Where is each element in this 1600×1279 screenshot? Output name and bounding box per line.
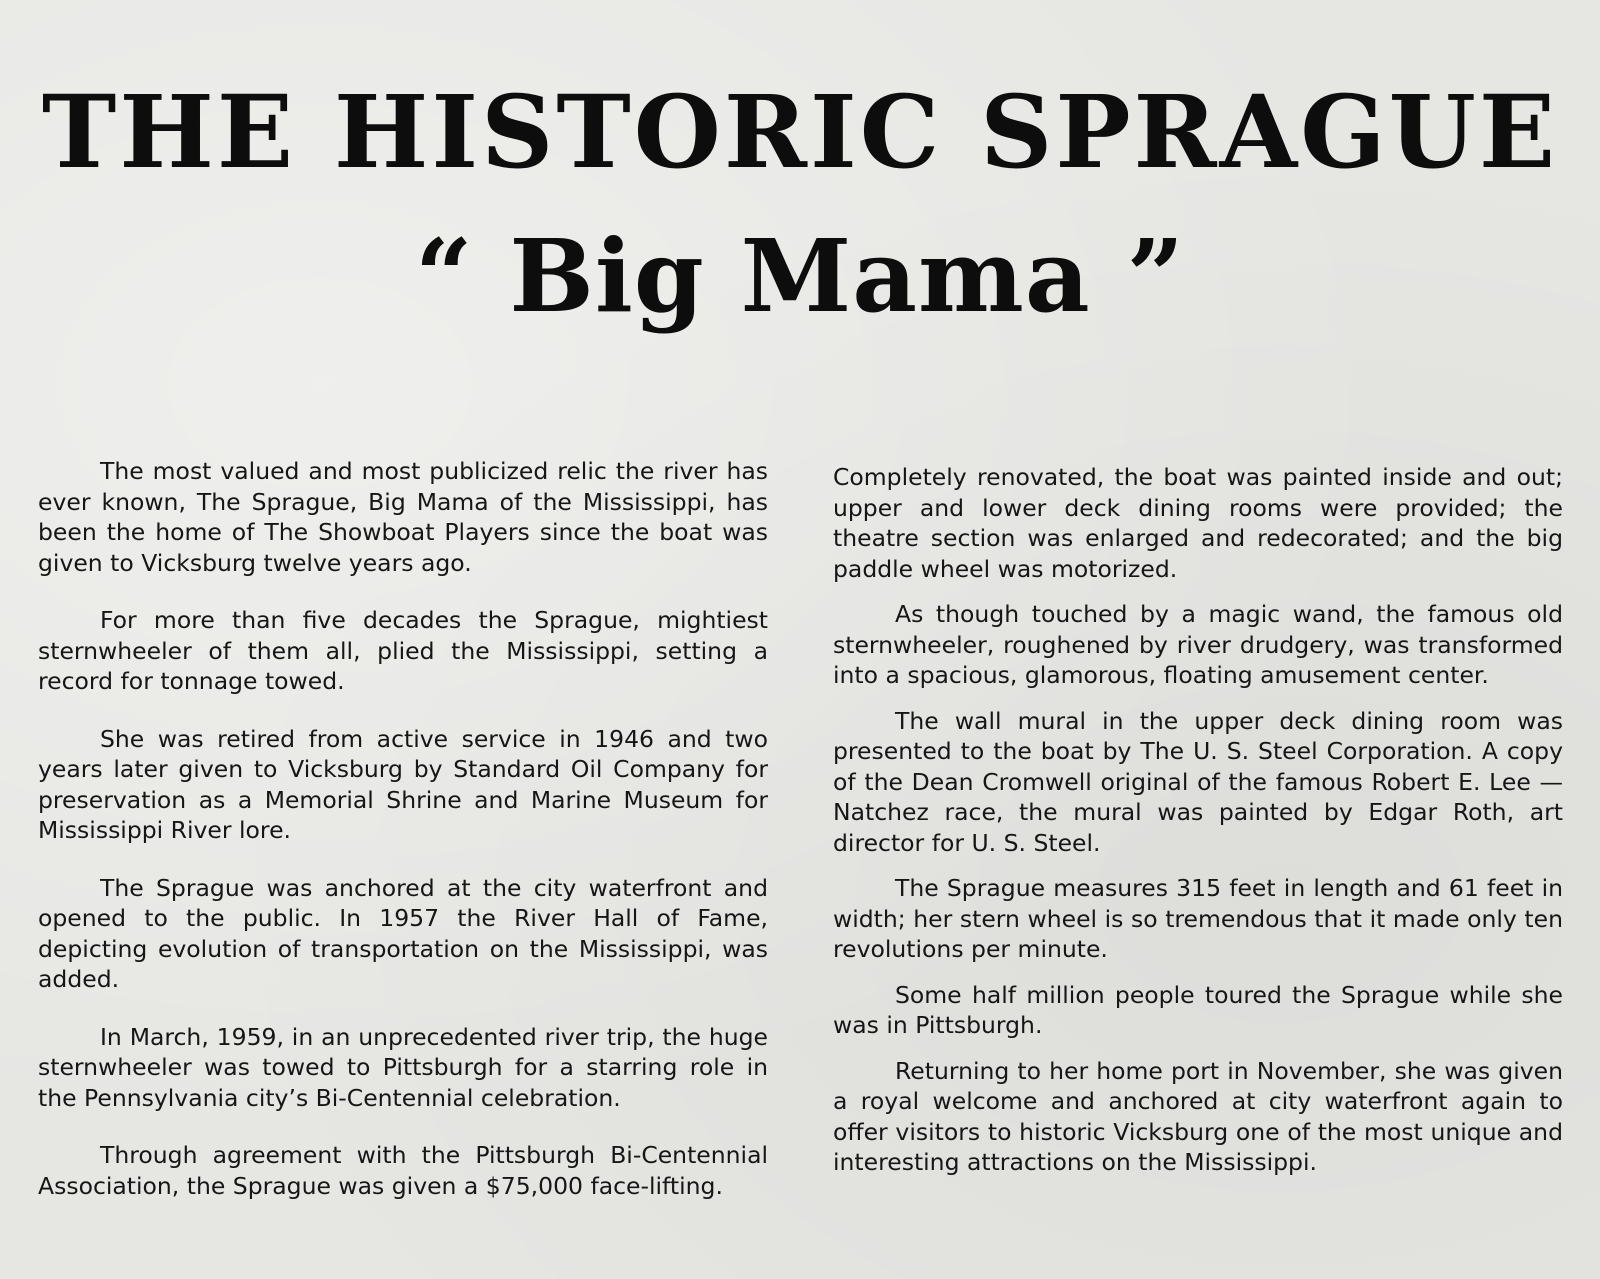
- paragraph: In March, 1959, in an unprecedented river trip, the huge sternwheeler was towed to Pittsburgh for a starring role in the Pennsylvania city’s Bi-Centennial celebration.: [38, 1022, 768, 1112]
- paragraph: The Sprague was anchored at the city waterfront and opened to the public. In 1957 the River Hall of Fame, depicting evolution of transportation on the Mississippi, was added.: [38, 873, 768, 993]
- page-title: THE HISTORIC SPRAGUE: [41, 73, 1559, 191]
- paragraph: Through agreement with the Pittsburgh Bi-Centennial Association, the Sprague was given a $75,000 face-lifting.: [38, 1141, 768, 1200]
- paragraph: Returning to her home port in November, she was given a royal welcome and anchored at city waterfront again to offer visitors to historic Vicksburg one of the most unique and interesting attractions on the Mississippi.: [833, 1056, 1563, 1176]
- paragraph: As though touched by a magic wand, the famous old sternwheeler, roughened by river drudgery, was transformed into a spacious, glamorous, floating amusement center.: [833, 600, 1563, 689]
- paragraph: Some half million people toured the Sprague while she was in Pittsburgh.: [833, 980, 1563, 1039]
- page-subtitle: “ Big Mama ”: [414, 217, 1185, 335]
- paragraph: The wall mural in the upper deck dining room was presented to the boat by The U. S. Steel Corporation. A copy of the Dean Cromwell original of the famous Robert E. Lee — Natchez race, the mural was painted by Edgar Roth, art director for U. S. Steel.: [833, 706, 1563, 857]
- paragraph: The most valued and most publicized relic the river has ever known, The Sprague, Big Mama of the Mississippi, has been the home of The Showboat Players since the boat was given to Vicksburg twelve years ago.: [38, 457, 768, 577]
- left-column: [38, 456, 768, 1228]
- right-column: [833, 462, 1563, 1193]
- paragraph: She was retired from active service in 1946 and two years later given to Vicksburg by Standard Oil Company for preservation as a Memorial Shrine and Marine Museum for Mississippi River lore.: [38, 724, 768, 844]
- paragraph: Completely renovated, the boat was painted inside and out; upper and lower deck dining rooms were provided; the theatre section was enlarged and redecorated; and the big paddle wheel was motorized.: [833, 463, 1563, 583]
- paragraph: For more than five decades the Sprague, mightiest sternwheeler of them all, plied the Mississippi, setting a record for tonnage towed.: [38, 606, 768, 695]
- paragraph: The Sprague measures 315 feet in length and 61 feet in width; her stern wheel is so tremendous that it made only ten revolutions per minute.: [833, 874, 1563, 963]
